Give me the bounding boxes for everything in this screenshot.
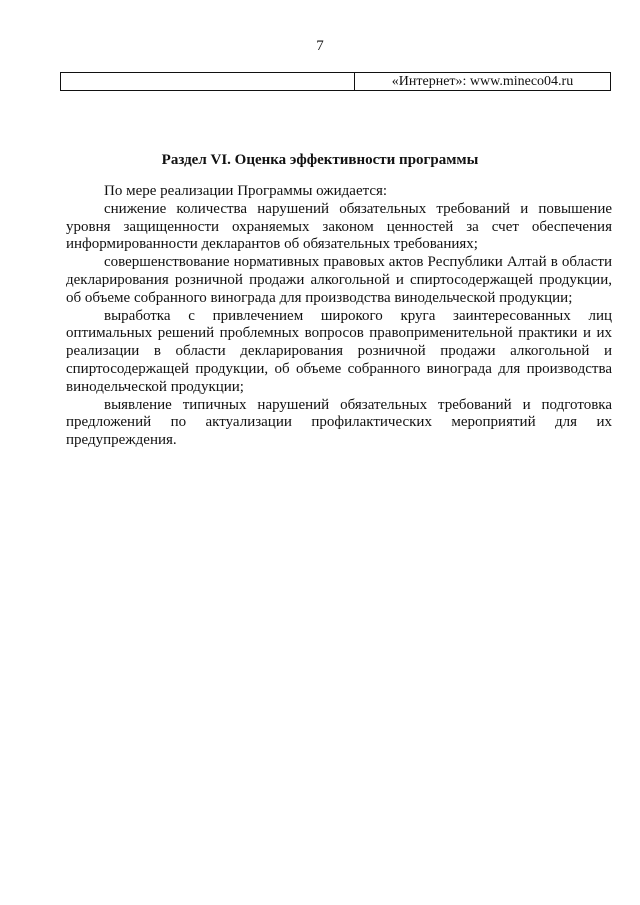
section-title: Раздел VI. Оценка эффективности программы [161,152,479,168]
expected-result-paragraph: совершенствование нормативных правовых актов Республики Алтай в области декларирования розничной продажи алкогольной и спиртосодержащей продукции, об объеме собранного винограда для производства винодельческой продукции; [66,254,612,306]
intro-paragraph: По мере реализации Программы ожидается: [104,183,388,199]
table-cell-empty [61,73,355,91]
table-cell-website: «Интернет»: www.mineco04.ru [355,73,611,91]
header-table [60,72,611,91]
expected-result-paragraph: снижение количества нарушений обязательных требований и повышение уровня защищенности охраняемых законом ценностей за счет обеспечения информированности декларантов об обязательных требованиях; [66,200,612,253]
section-body [66,183,612,450]
table-row [61,73,611,91]
page-number: 7 [316,38,324,54]
expected-result-paragraph: выработка с привлечением широкого круга заинтересованных лиц оптимальных решений проблемных вопросов правоприменительной практики и их реализации в области декларирования розничной продажи алкогольной и спиртосодержащей продукции, об объеме собранного винограда для производства винодельческой продукции; [66,307,612,395]
expected-result-paragraph: выявление типичных нарушений обязательных требований и подготовка предложений по актуализации профилактических мероприятий для их предупреждения. [66,396,612,449]
